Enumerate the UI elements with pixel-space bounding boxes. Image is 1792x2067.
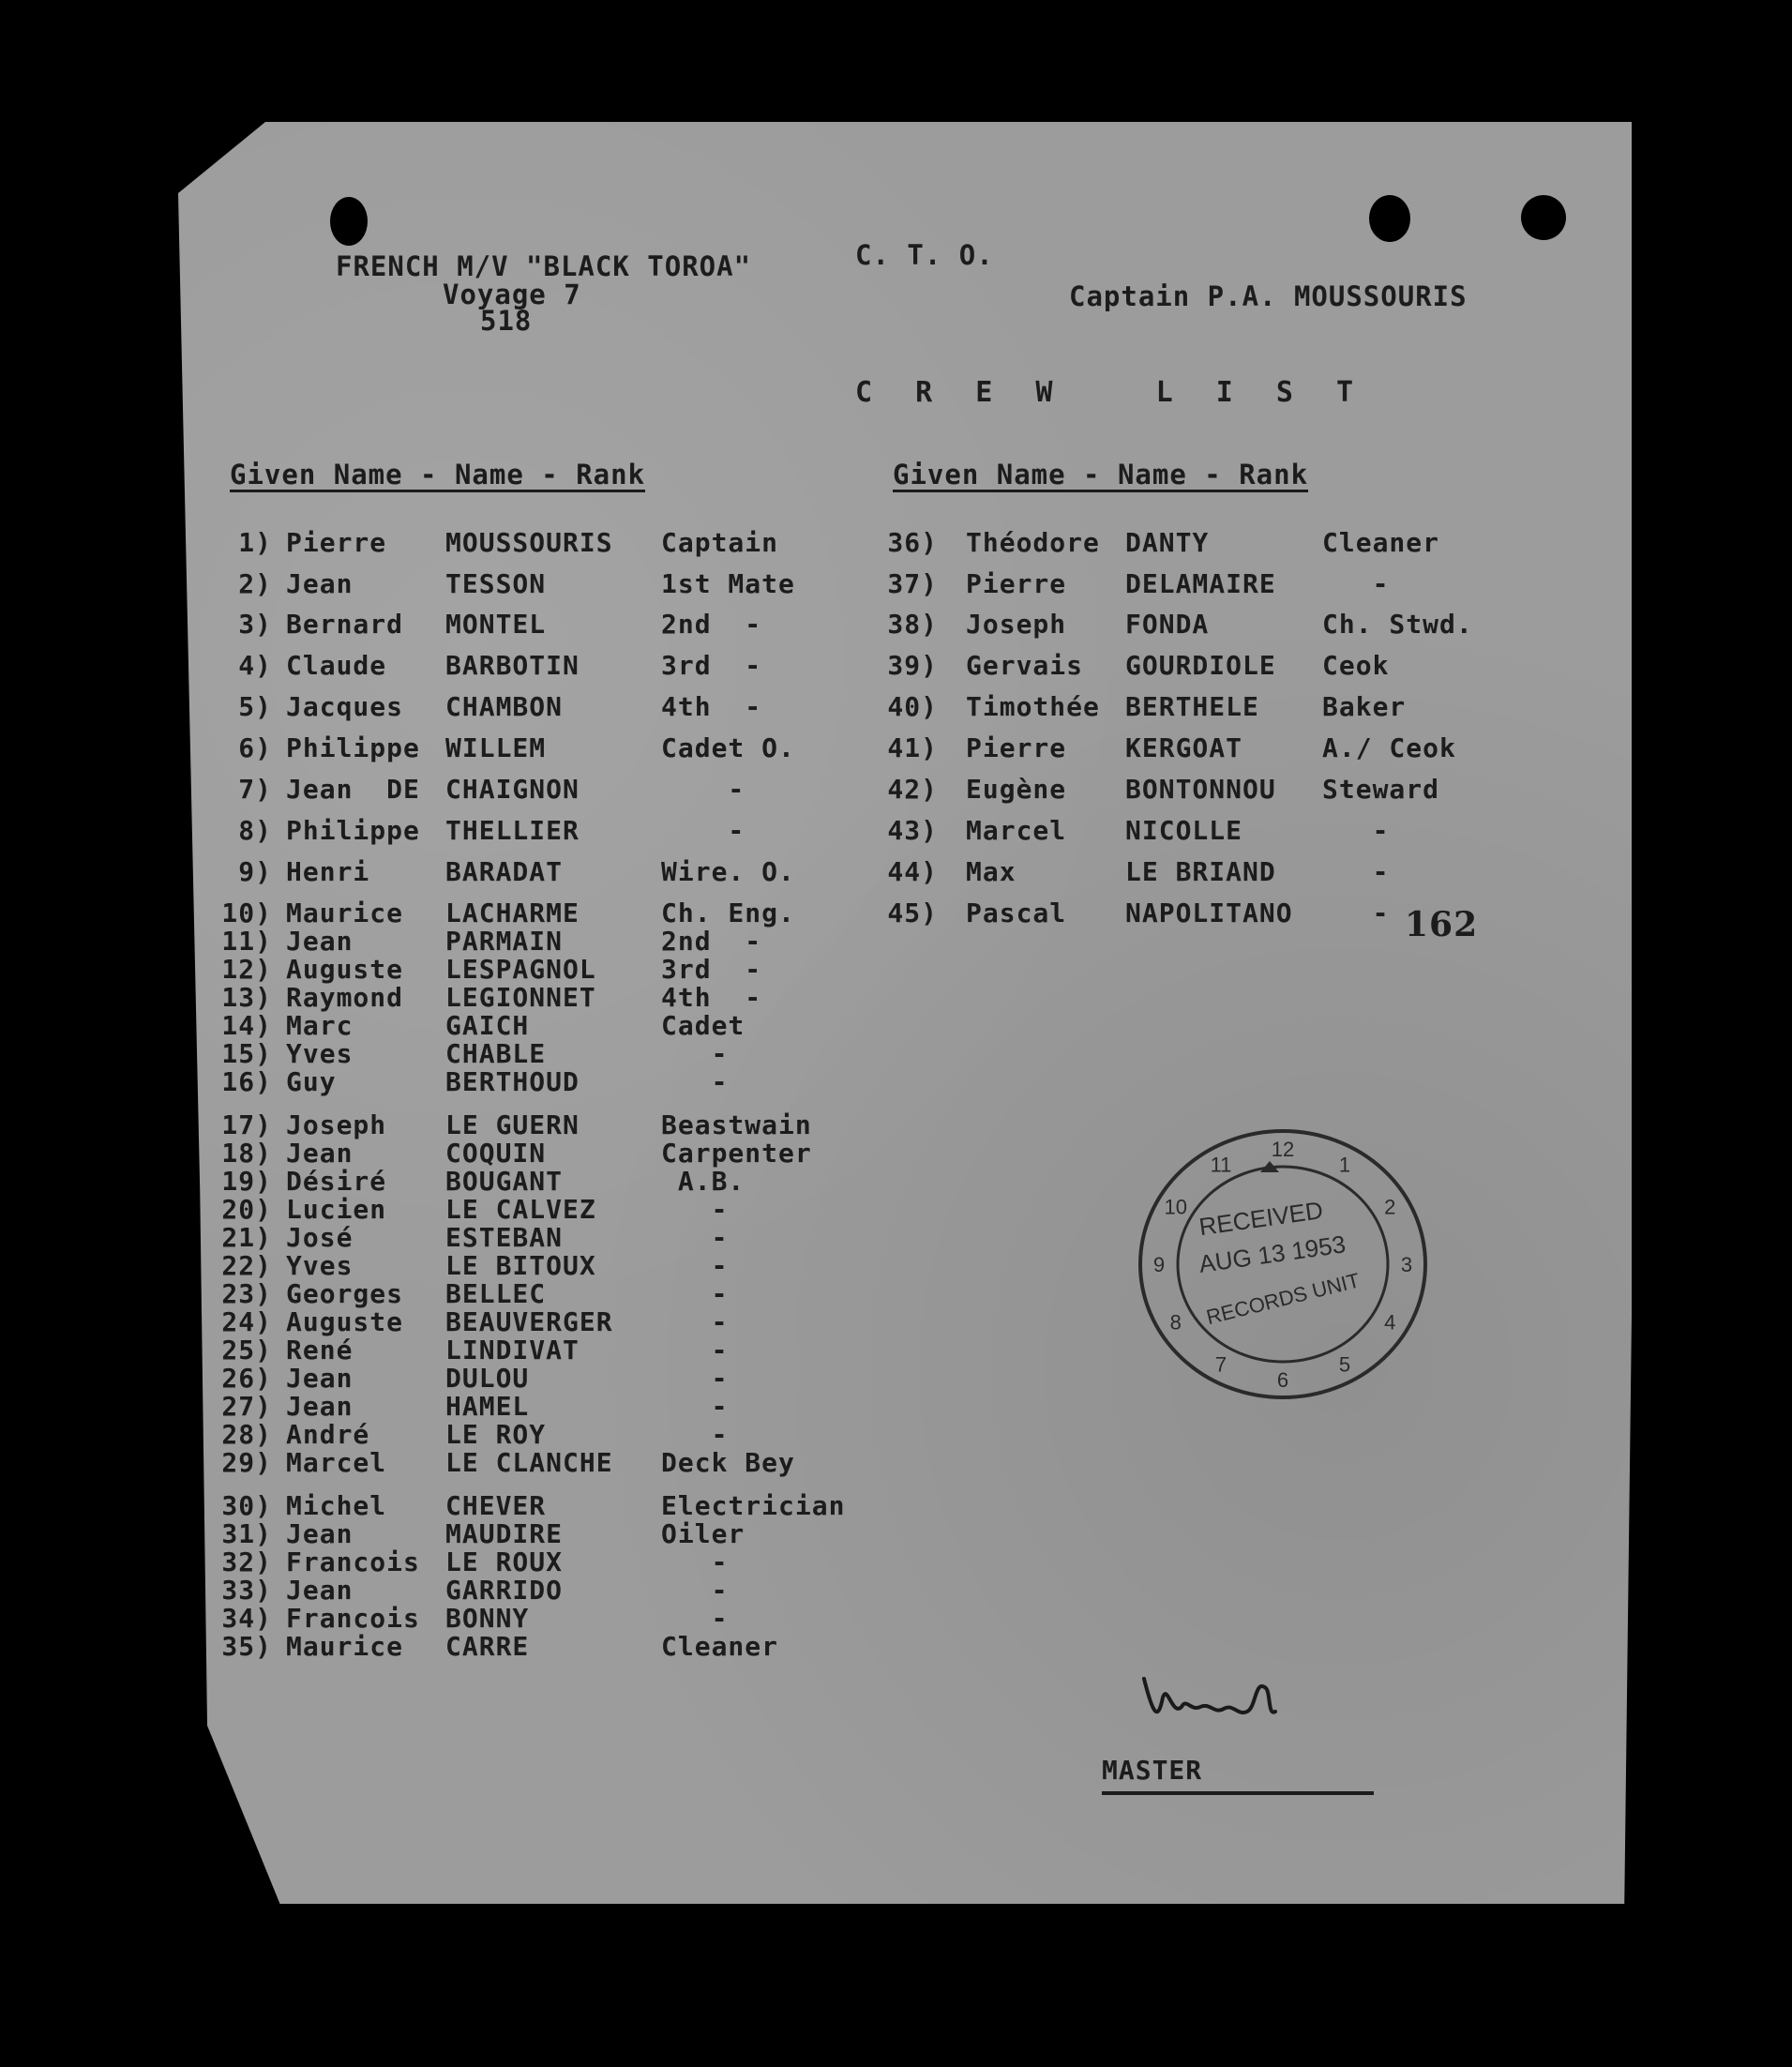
crew-number: 43) [887,815,938,846]
stamp-dial-number: 7 [1214,1352,1227,1377]
column-heading-right: Given Name - Name - Rank [893,459,1309,490]
stamp-dial-number: 1 [1338,1153,1351,1177]
surname: ESTEBAN [445,1222,564,1253]
surname: CHABLE [445,1038,547,1069]
rank: - [661,1066,729,1097]
crew-number: 20) [221,1194,272,1225]
crew-number: 29) [221,1447,272,1478]
surname: BONTONNOU [1125,774,1276,805]
surname: CHAMBON [445,691,564,722]
cto-code: C. T. O. [855,239,994,271]
rank: 3rd - [661,954,762,985]
given-name: Marcel [286,1447,387,1478]
rank: - [661,1575,729,1606]
rank: 4th - [661,982,762,1013]
rank: Ch. Stwd. [1322,609,1473,640]
crew-number: 18) [221,1138,272,1169]
rank: Carpenter [661,1138,812,1169]
crew-number: 42) [887,774,938,805]
crew-number: 39) [887,650,938,681]
surname: BERTHOUD [445,1066,580,1097]
given-name: Joseph [966,609,1067,640]
given-name: Philippe [286,815,420,846]
given-name: Francois [286,1546,420,1577]
punch-hole-top-left [330,197,368,246]
surname: COQUIN [445,1138,547,1169]
surname: GAICH [445,1010,530,1041]
crew-number: 7) [238,774,272,805]
surname: FONDA [1125,609,1210,640]
crew-number: 26) [221,1363,272,1394]
rank: - [661,1363,729,1394]
stamp-date: AUG 13 1953 [1197,1230,1348,1278]
stamp-dial-number: 11 [1210,1153,1232,1177]
given-name: Auguste [286,954,404,985]
surname: CARRE [445,1631,530,1662]
given-name: Lucien [286,1194,387,1225]
crew-number: 36) [887,527,938,558]
surname: NICOLLE [1125,815,1243,846]
given-name: Eugène [966,774,1067,805]
surname: THELLIER [445,815,580,846]
rank: - [1322,568,1390,599]
surname: CHEVER [445,1490,547,1521]
crew-number: 40) [887,691,938,722]
given-name: Joseph [286,1109,387,1140]
crew-number: 23) [221,1278,272,1309]
rank: - [661,1603,729,1634]
given-name: José [286,1222,354,1253]
given-name: Gervais [966,650,1084,681]
rank: - [1322,898,1390,928]
rank: Beastwain [661,1109,812,1140]
rank: - [661,815,745,846]
surname: LESPAGNOL [445,954,596,985]
given-name: Pierre [966,568,1067,599]
stamp-dial-number: 4 [1384,1310,1396,1335]
surname: GOURDIOLE [1125,650,1276,681]
master-signature [1135,1660,1285,1735]
captain-name: Captain P.A. MOUSSOURIS [1069,280,1468,312]
crew-number: 45) [887,898,938,928]
punch-hole-left [1369,195,1410,242]
stamp-dial-number: 2 [1384,1195,1396,1219]
given-name: Pierre [966,732,1067,763]
crew-number: 2) [238,568,272,599]
crew-number: 27) [221,1391,272,1422]
given-name: Raymond [286,982,404,1013]
rank: A./ Ceok [1322,732,1456,763]
given-name: Yves [286,1038,354,1069]
rank: - [661,774,745,805]
given-name: Guy [286,1066,337,1097]
rank: Oiler [661,1518,745,1549]
surname: LE CALVEZ [445,1194,596,1225]
given-name: Jean [286,1138,354,1169]
punch-hole-right [1521,195,1566,240]
rank: Ch. Eng. [661,898,795,928]
given-name: Bernard [286,609,404,640]
surname: LACHARME [445,898,580,928]
crew-number: 6) [238,732,272,763]
surname: NAPOLITANO [1125,898,1293,928]
rank: - [661,1391,729,1422]
crew-number: 31) [221,1518,272,1549]
surname: HAMEL [445,1391,530,1422]
given-name: Jean [286,568,354,599]
rank: - [1322,815,1390,846]
rank: 2nd - [661,926,762,957]
surname: LE ROY [445,1419,547,1450]
given-name: Claude [286,650,387,681]
given-name: Maurice [286,898,404,928]
given-name: Maurice [286,1631,404,1662]
stamp-dial-number: 10 [1164,1195,1187,1219]
received-stamp [1133,1124,1433,1405]
crew-number: 8) [238,815,272,846]
rank: Wire. O. [661,856,795,887]
crew-number: 4) [238,650,272,681]
crew-number: 17) [221,1109,272,1140]
surname: LE BITOUX [445,1250,596,1281]
given-name: Francois [286,1603,420,1634]
crew-number: 12) [221,954,272,985]
surname: LE GUERN [445,1109,580,1140]
stamp-dial-number: 9 [1152,1253,1166,1276]
crew-number: 24) [221,1306,272,1337]
rank: - [661,1278,729,1309]
given-name: Georges [286,1278,404,1309]
rank: - [661,1306,729,1337]
surname: MONTEL [445,609,547,640]
handwritten-number: 162 [1405,905,1479,944]
given-name: Timothée [966,691,1100,722]
crew-number: 30) [221,1490,272,1521]
stamp-dial-number: 5 [1338,1352,1351,1377]
surname: LE CLANCHE [445,1447,613,1478]
crew-number: 9) [238,856,272,887]
surname: MOUSSOURIS [445,527,613,558]
rank: 1st Mate [661,568,795,599]
rank: Cadet O. [661,732,795,763]
surname: BELLEC [445,1278,547,1309]
given-name: Jacques [286,691,404,722]
given-name: Max [966,856,1016,887]
crew-number: 21) [221,1222,272,1253]
given-name: Pascal [966,898,1067,928]
rank: Steward [1322,774,1440,805]
crew-number: 15) [221,1038,272,1069]
given-name: Théodore [966,527,1100,558]
crew-number: 33) [221,1575,272,1606]
document-title: C R E W L I S T [855,376,1367,409]
surname: GARRIDO [445,1575,564,1606]
given-name: Marcel [966,815,1067,846]
given-name: Yves [286,1250,354,1281]
given-name: Pierre [286,527,387,558]
surname: BARADAT [445,856,564,887]
given-name: Désiré [286,1166,387,1197]
given-name: Michel [286,1490,387,1521]
surname: DELAMAIRE [1125,568,1276,599]
rank: Ceok [1322,650,1390,681]
surname: BARBOTIN [445,650,580,681]
surname: PARMAIN [445,926,564,957]
given-name: Marc [286,1010,354,1041]
rank: 3rd - [661,650,762,681]
rank: - [661,1222,729,1253]
stamp-dial-number: 6 [1276,1368,1289,1392]
rank: - [661,1335,729,1365]
rank: Electrician [661,1490,846,1521]
rank: Baker [1322,691,1407,722]
surname: MAUDIRE [445,1518,564,1549]
crew-number: 35) [221,1631,272,1662]
surname: TESSON [445,568,547,599]
rank: Deck Bey [661,1447,795,1478]
rank: - [661,1194,729,1225]
ship-name: FRENCH M/V "BLACK TOROA" [336,250,752,282]
crew-number: 32) [221,1546,272,1577]
crew-number: 34) [221,1603,272,1634]
surname: LE BRIAND [1125,856,1276,887]
crew-number: 37) [887,568,938,599]
crew-number: 16) [221,1066,272,1097]
rank: Cadet [661,1010,745,1041]
surname: BEAUVERGER [445,1306,613,1337]
given-name: Henri [286,856,370,887]
column-heading-left: Given Name - Name - Rank [230,459,646,490]
rank: 4th - [661,691,762,722]
crew-number: 19) [221,1166,272,1197]
given-name: René [286,1335,354,1365]
crew-number: 10) [221,898,272,928]
rank: - [661,1419,729,1450]
surname: WILLEM [445,732,547,763]
crew-number: 44) [887,856,938,887]
crew-number: 14) [221,1010,272,1041]
crew-number: 13) [221,982,272,1013]
crew-number: 28) [221,1419,272,1450]
rank: Cleaner [661,1631,779,1662]
rank: 2nd - [661,609,762,640]
surname: LEGIONNET [445,982,596,1013]
given-name: André [286,1419,370,1450]
surname: BERTHELE [1125,691,1259,722]
given-name: Jean [286,1518,354,1549]
crew-number: 3) [238,609,272,640]
given-name: Jean [286,1391,354,1422]
stamp-dial-number: 12 [1271,1138,1295,1161]
given-name: Auguste [286,1306,404,1337]
crew-number: 22) [221,1250,272,1281]
surname: DULOU [445,1363,530,1394]
crew-number: 5) [238,691,272,722]
rank: - [661,1038,729,1069]
crew-number: 25) [221,1335,272,1365]
surname: BONNY [445,1603,530,1634]
rank: Captain [661,527,779,558]
rank: - [1322,856,1390,887]
stamp-unit: RECORDS UNIT [1203,1268,1363,1330]
crew-number: 1) [238,527,272,558]
stamp-dial-number: 8 [1169,1310,1182,1335]
voyage-number: 518 [480,305,533,337]
given-name: Jean DE [286,774,420,805]
master-signature-line [1102,1791,1374,1795]
master-label: MASTER [1102,1755,1203,1786]
rank: A.B. [661,1166,745,1197]
stamp-received: RECEIVED [1197,1195,1325,1242]
surname: LINDIVAT [445,1335,580,1365]
surname: KERGOAT [1125,732,1243,763]
crew-number: 38) [887,609,938,640]
given-name: Jean [286,926,354,957]
stamp-dial-number: 3 [1400,1253,1413,1276]
rank: - [661,1546,729,1577]
rank: Cleaner [1322,527,1440,558]
voyage: Voyage 7 [443,279,581,310]
given-name: Jean [286,1575,354,1606]
surname: DANTY [1125,527,1210,558]
crew-number: 41) [887,732,938,763]
surname: BOUGANT [445,1166,564,1197]
given-name: Jean [286,1363,354,1394]
surname: CHAIGNON [445,774,580,805]
crew-number: 11) [221,926,272,957]
given-name: Philippe [286,732,420,763]
surname: LE ROUX [445,1546,564,1577]
rank: - [661,1250,729,1281]
